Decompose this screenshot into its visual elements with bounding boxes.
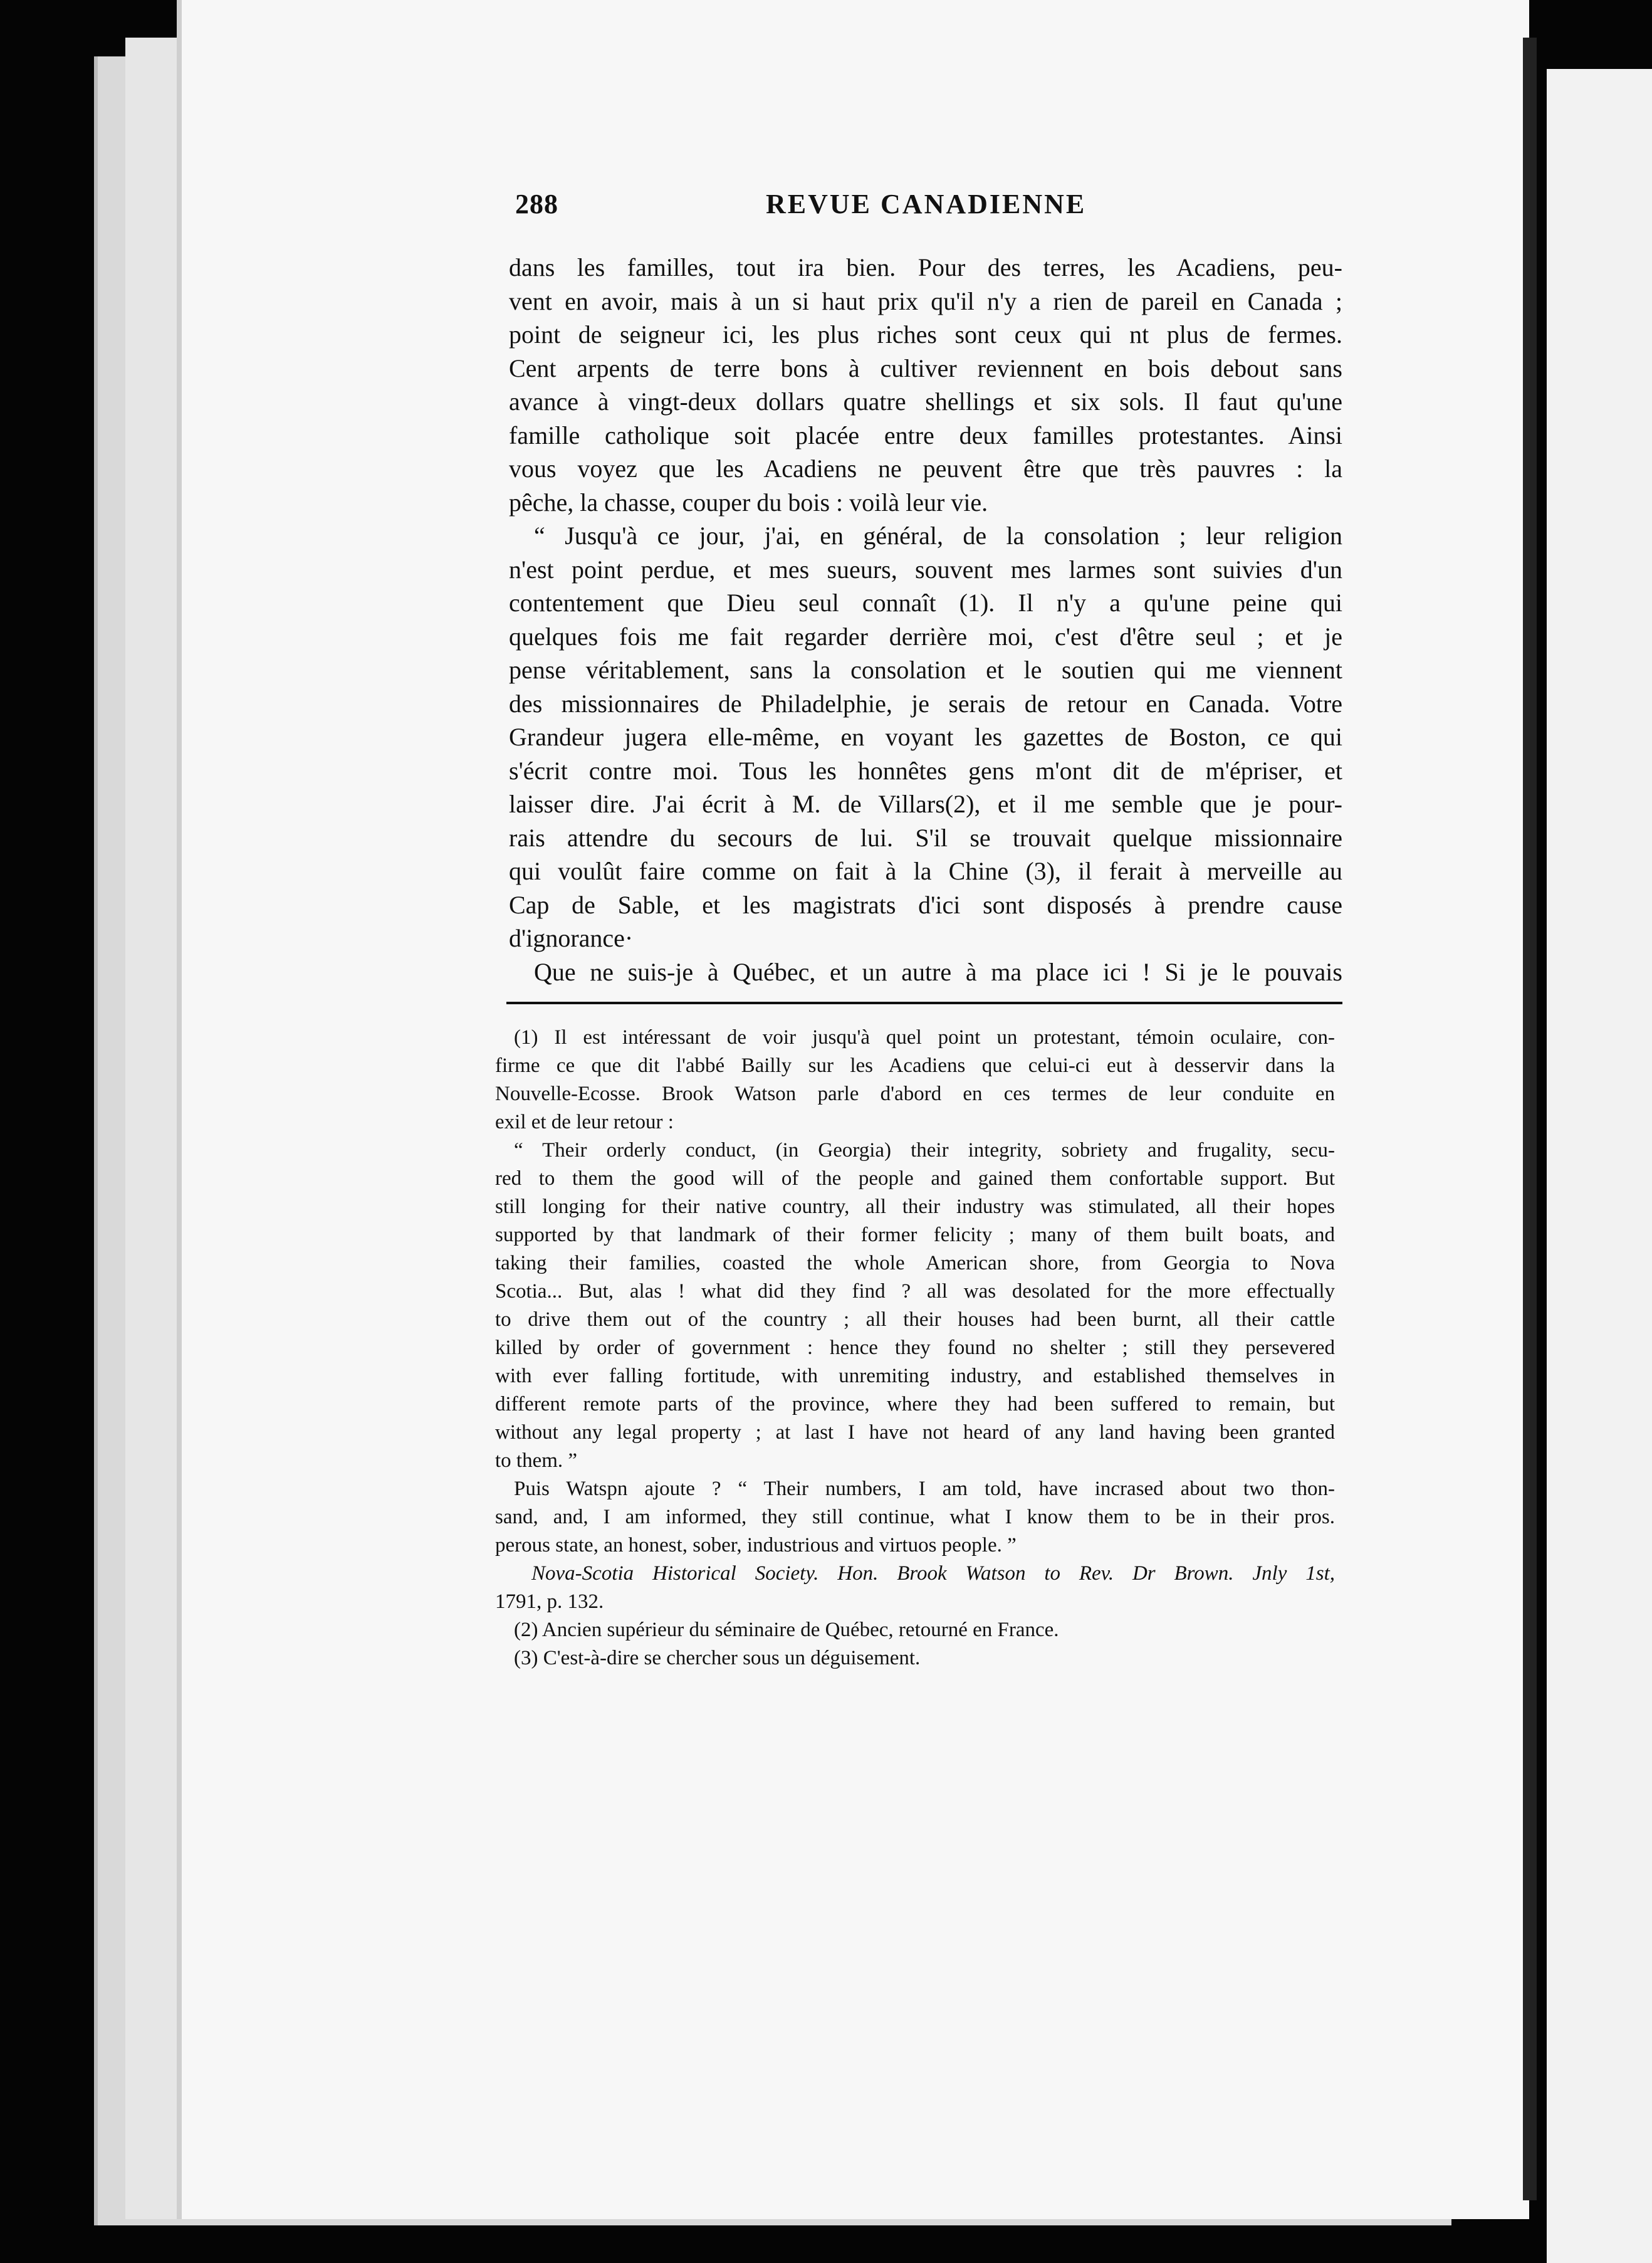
text-line: des missionnaires de Philadelphie, je serais de retour en Canada. Votre [509, 689, 1342, 718]
footnote-line: firme ce que dit l'abbé Bailly sur les Acadiens que celui-ci eut à desservir dans la [495, 1054, 1335, 1077]
footnote-line: still longing for their native country, all their industry was stimulated, all their hopes [495, 1195, 1335, 1218]
text-line: point de seigneur ici, les plus riches sont ceux qui nt plus de fermes. [509, 320, 1342, 349]
footnote-line: Scotia... But, alas ! what did they find ? all was desolated for the more effectually [495, 1280, 1335, 1303]
footnote-line: supported by that landmark of their former felicity ; many of them built boats, and [495, 1224, 1335, 1246]
text-line: d'ignorance· [509, 924, 634, 952]
text-line: Que ne suis-je à Québec, et un autre à ma place ici ! Si je le pouvais [534, 957, 1342, 986]
text-line: Cap de Sable, et les magistrats d'ici sont disposés à prendre cause [509, 890, 1342, 919]
text-line: avance à vingt-deux dollars quatre shellings et six sols. Il faut qu'une [509, 387, 1342, 416]
footnotes [495, 1024, 1335, 1672]
footnote-line: taking their families, coasted the whole American shore, from Georgia to Nova [495, 1252, 1335, 1274]
text-line: rais attendre du secours de lui. S'il se trouvait quelque missionnaire [509, 823, 1342, 852]
footnote-line: (2) Ancien supérieur du séminaire de Québec, retourné en France. [514, 1619, 1059, 1641]
text-line: qui voulût faire comme on fait à la Chine (3), il ferait à merveille au [509, 857, 1342, 885]
footnote-line: different remote parts of the province, where they had been suffered to remain, but [495, 1393, 1335, 1415]
footnote-line: to drive them out of the country ; all their houses had been burnt, all their cattle [495, 1308, 1335, 1331]
footnote-line: “ Their orderly conduct, (in Georgia) their integrity, sobriety and frugality, secu- [514, 1139, 1335, 1162]
footnote-line: (1) Il est intéressant de voir jusqu'à quel point un protestant, témoin oculaire, con- [514, 1026, 1335, 1049]
page-header [515, 188, 1349, 238]
text-line: contentement que Dieu seul connaît (1). Il n'y a qu'une peine qui [509, 589, 1342, 617]
footnote-line: perous state, an honest, sober, industrious and virtuos people. ” [495, 1534, 1017, 1557]
text-line: s'écrit contre moi. Tous les honnêtes gens m'ont dit de m'épriser, et [509, 756, 1342, 785]
text-line: famille catholique soit placée entre deux familles protestantes. Ainsi [509, 421, 1342, 449]
footnote-divider [506, 1002, 1342, 1004]
text-line: pêche, la chasse, couper du bois : voilà leur vie. [509, 488, 988, 517]
page-number: 288 [515, 189, 558, 219]
text-line: “ Jusqu'à ce jour, j'ai, en général, de la consolation ; leur religion [534, 522, 1342, 550]
footnote-line: Puis Watspn ajoute ? “ Their numbers, I am told, have incrased about two thon- [514, 1478, 1335, 1500]
text-line: n'est point perdue, et mes sueurs, souvent mes larmes sont suivies d'un [509, 555, 1342, 584]
running-title: REVUE CANADIENNE [766, 189, 1087, 219]
text-line: Cent arpents de terre bons à cultiver reviennent en bois debout sans [509, 354, 1342, 382]
footnote-line: to them. ” [495, 1449, 578, 1472]
text-line: pense véritablement, sans la consolation et le soutien qui me viennent [509, 656, 1342, 684]
text-line: dans les familles, tout ira bien. Pour des terres, les Acadiens, peu- [509, 253, 1342, 281]
footnote-line: killed by order of government : hence they found no shelter ; still they persevered [495, 1336, 1335, 1359]
facing-page-edge [1547, 69, 1652, 2263]
footnote-line: sand, and, I am informed, they still continue, what I know them to be in their pros. [495, 1506, 1335, 1528]
footnote-line: 1791, p. 132. [495, 1590, 604, 1613]
footnote-citation: Nova-Scotia Historical Society. Hon. Brook Watson to Rev. Dr Brown. Jnly 1st, [531, 1562, 1335, 1585]
text-line: vent en avoir, mais à un si haut prix qu'il n'y a rien de pareil en Canada ; [509, 286, 1342, 315]
text-line: Grandeur jugera elle-même, en voyant les gazettes de Boston, ce qui [509, 723, 1342, 751]
footnote-line: exil et de leur retour : [495, 1111, 674, 1133]
footnote-line: Nouvelle-Ecosse. Brook Watson parle d'abord en ces termes de leur conduite en [495, 1083, 1335, 1105]
footnote-line: (3) C'est-à-dire se chercher sous un déguisement. [514, 1647, 921, 1669]
text-line: vous voyez que les Acadiens ne peuvent être que très pauvres : la [509, 454, 1342, 483]
footnote-line: without any legal property ; at last I have not heard of any land having been granted [495, 1421, 1335, 1444]
footnote-line: with ever falling fortitude, with unremiting industry, and established themselves in [495, 1365, 1335, 1387]
main-text [509, 251, 1342, 989]
text-line: quelques fois me fait regarder derrière moi, c'est d'être seul ; et je [509, 622, 1342, 651]
text-line: laisser dire. J'ai écrit à M. de Villars(2), et il me semble que je pour- [509, 790, 1342, 818]
footnote-line: red to them the good will of the people and gained them confortable support. But [495, 1167, 1335, 1190]
